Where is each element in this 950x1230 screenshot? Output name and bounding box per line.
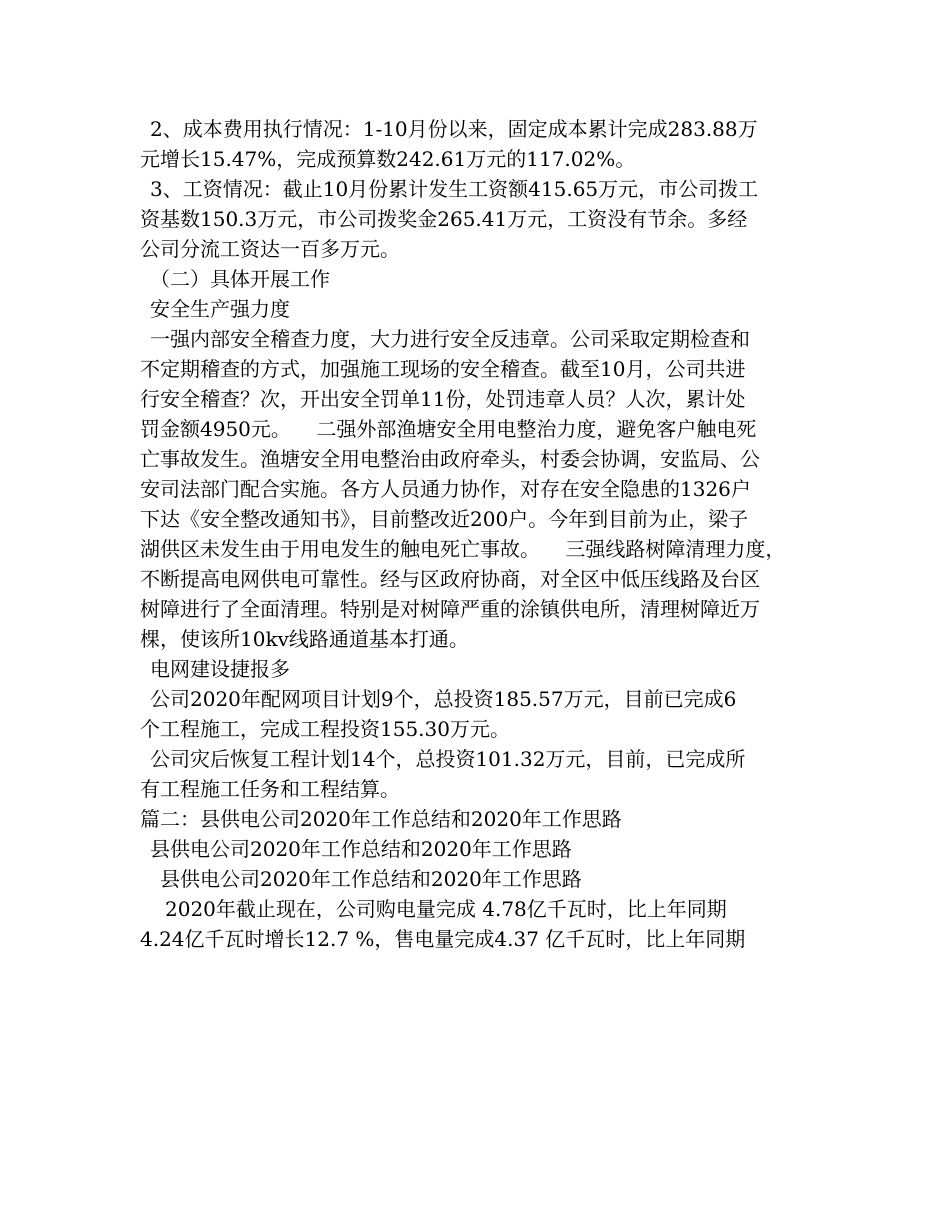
paragraph-line: 3、工资情况：截止10月份累计发生工资额415.65万元，市公司拨工 bbox=[150, 177, 759, 201]
paragraph-line: 不定期稽查的方式，加强施工现场的安全稽查。截至10月，公司共进 bbox=[140, 357, 746, 381]
document-body bbox=[140, 114, 830, 954]
paragraph-line: 行安全稽查？次，开出安全罚单11份，处罚违章人员？人次，累计处 bbox=[140, 387, 746, 411]
paragraph-line: 罚金额4950元。 二强外部渔塘安全用电整治力度，避免客户触电死 bbox=[140, 417, 757, 441]
paragraph-line: 公司2020年配网项目计划9个，总投资185.57万元，目前已完成6 bbox=[150, 687, 737, 711]
paragraph-line: 有工程施工任务和工程结算。 bbox=[140, 777, 400, 801]
section-heading: （二）具体开展工作 bbox=[150, 267, 330, 291]
paragraph-line: 一强内部安全稽查力度，大力进行安全反违章。公司采取定期检查和 bbox=[150, 327, 750, 351]
paragraph-line: 亡事故发生。渔塘安全用电整治由政府牵头，村委会协调，安监局、公 bbox=[140, 447, 760, 471]
paragraph-line: 资基数150.3万元，市公司拨奖金265.41万元，工资没有节余。多经 bbox=[140, 207, 748, 231]
paragraph-line: 元增长15.47%，完成预算数242.61万元的117.02%。 bbox=[140, 147, 636, 171]
paragraph-line: 4.24亿千瓦时增长12.7 %，售电量完成4.37 亿千瓦时，比上年同期 bbox=[140, 927, 746, 951]
paragraph-line: 个工程施工，完成工程投资155.30万元。 bbox=[140, 717, 510, 741]
paragraph-line: 安司法部门配合实施。各方人员通力协作，对存在安全隐患的1326户 bbox=[140, 477, 751, 501]
document-title: 县供电公司2020年工作总结和2020年工作思路 bbox=[160, 867, 582, 891]
paragraph-line: 公司灾后恢复工程计划14个，总投资101.32万元，目前，已完成所 bbox=[150, 747, 746, 771]
paragraph-line: 下达《安全整改通知书》，目前整改近200户。今年到目前为止，梁子 bbox=[140, 507, 749, 531]
paragraph-line: 2020年截止现在，公司购电量完成 4.78亿千瓦时，比上年同期 bbox=[165, 897, 727, 921]
paragraph-line: 棵，使该所10kv线路通道基本打通。 bbox=[140, 627, 469, 651]
paragraph-line: 树障进行了全面清理。特别是对树障严重的涂镇供电所，清理树障近万 bbox=[140, 597, 760, 621]
paragraph-line: 湖供区未发生由于用电发生的触电死亡事故。 三强线路树障清理力度， bbox=[140, 537, 786, 561]
paragraph-line: 2、成本费用执行情况：1-10月份以来，固定成本累计完成283.88万 bbox=[150, 117, 758, 141]
chapter-heading: 篇二：县供电公司2020年工作总结和2020年工作思路 bbox=[140, 807, 622, 831]
paragraph-line: 公司分流工资达一百多万元。 bbox=[140, 237, 400, 261]
paragraph-line: 不断提高电网供电可靠性。经与区政府协商，对全区中低压线路及台区 bbox=[140, 567, 760, 591]
document-title: 县供电公司2020年工作总结和2020年工作思路 bbox=[150, 837, 572, 861]
subsection-heading: 安全生产强力度 bbox=[150, 297, 290, 321]
subsection-heading: 电网建设捷报多 bbox=[150, 657, 290, 681]
